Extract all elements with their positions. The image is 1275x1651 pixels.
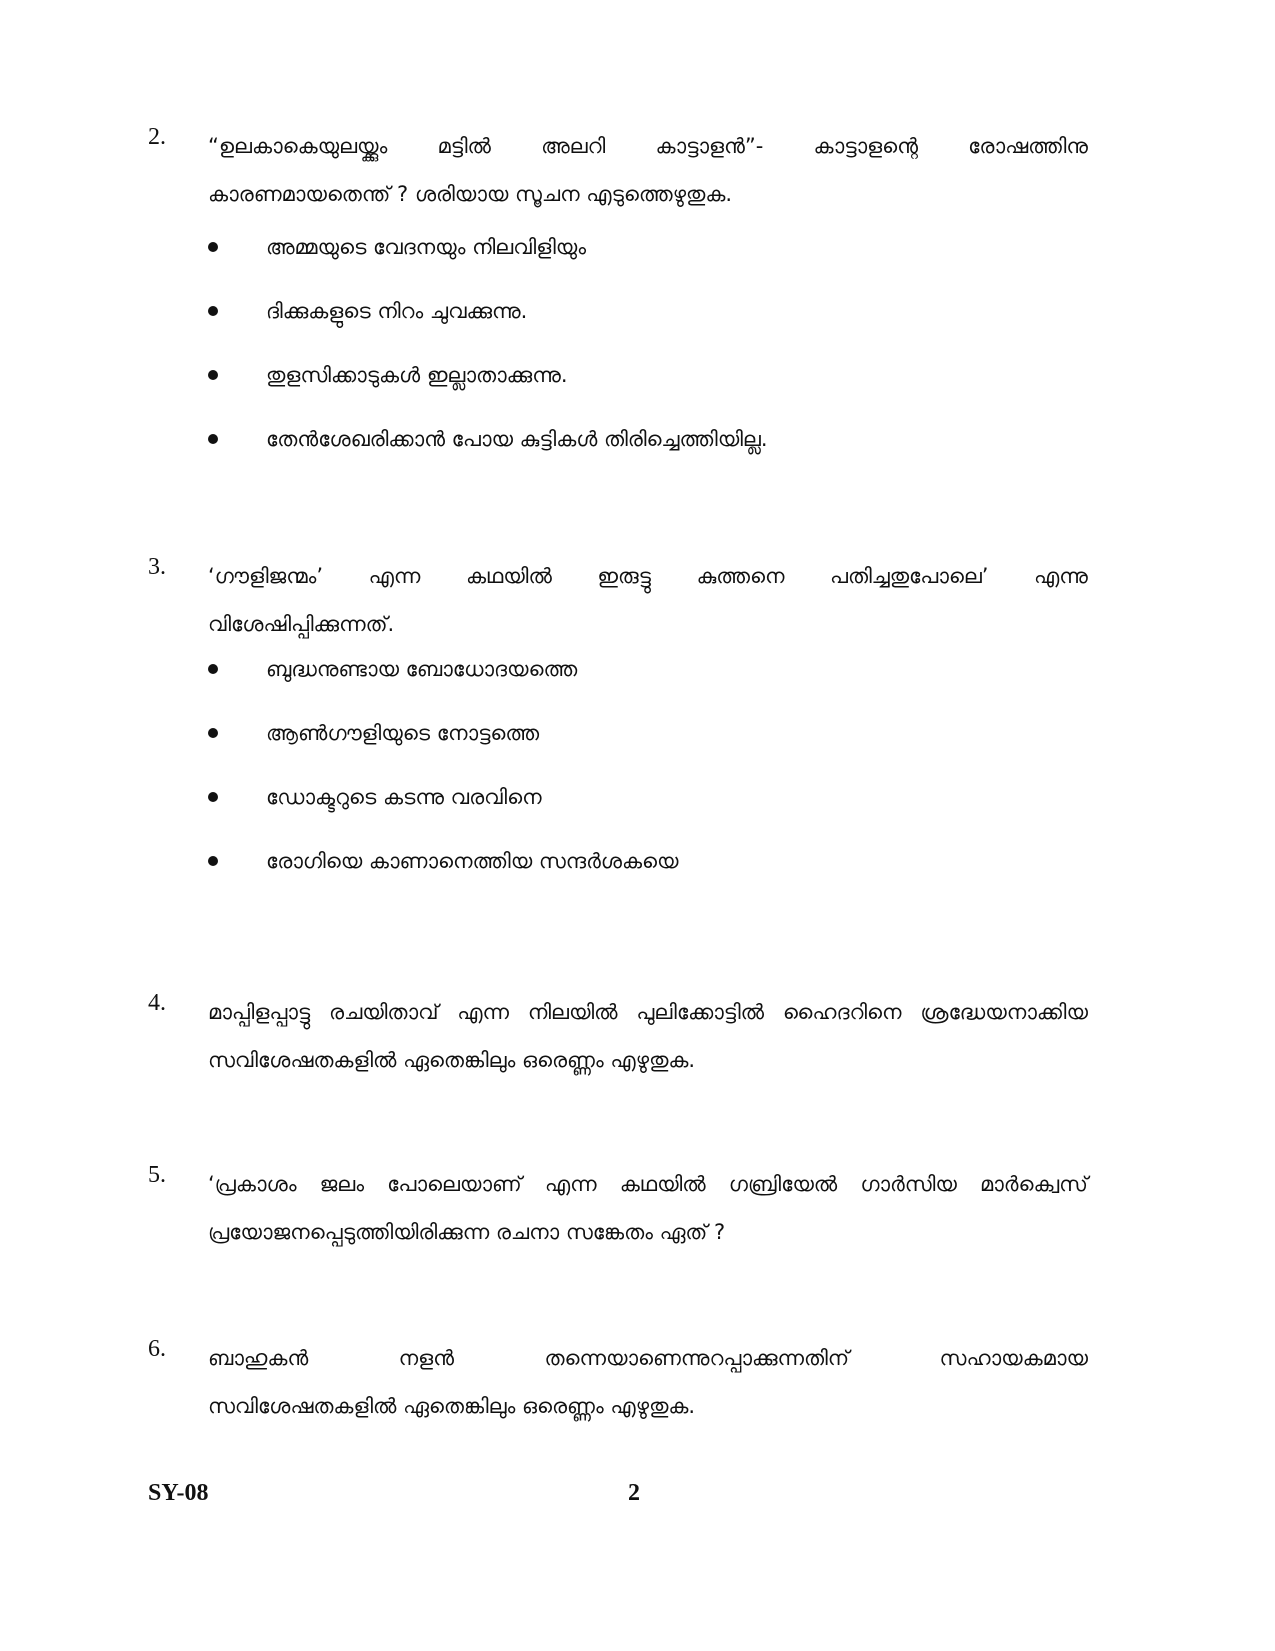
- word: ഹൈദറിനെ: [782, 1000, 902, 1024]
- question-line-1: [208, 1160, 1088, 1208]
- option-item: [208, 296, 1088, 360]
- option-item: [208, 782, 1088, 846]
- option-text: രോഗിയെ കാണാനെത്തിയ സന്ദർശകയെ: [266, 849, 679, 873]
- word: ജലം: [319, 1172, 365, 1196]
- question-text: [208, 988, 1088, 1084]
- word: പതിച്ചതുപോലെ’: [830, 564, 989, 588]
- question-text: [208, 1160, 1088, 1256]
- option-item: [208, 424, 1088, 488]
- word: നളൻ: [398, 1346, 455, 1370]
- bullet-icon: [208, 370, 218, 380]
- question-line-1: [208, 1334, 1088, 1382]
- word: എന്ന: [544, 1172, 597, 1196]
- word: പുലിക്കോട്ടിൽ: [636, 1000, 765, 1024]
- word: മാർക്വെസ്: [979, 1172, 1088, 1196]
- bullet-icon: [208, 434, 218, 444]
- word: കഥയിൽ: [619, 1172, 706, 1196]
- word: മാപ്പിളപ്പാട്ടു: [208, 1000, 311, 1024]
- option-text: ഡോക്ടറുടെ കടന്നു വരവിനെ: [266, 785, 542, 809]
- word: ഗബ്രിയേൽ: [728, 1172, 838, 1196]
- word: അലറി: [541, 134, 606, 158]
- bullet-icon: [208, 728, 218, 738]
- word: മട്ടിൽ: [437, 134, 491, 158]
- option-text: ദിക്കുകളുടെ നിറം ചുവക്കുന്നു.: [266, 299, 528, 323]
- word: ഗാർസിയ: [860, 1172, 957, 1196]
- word: ‘പ്രകാശം: [208, 1172, 297, 1196]
- question-line-2: സവിശേഷതകളിൽ ഏതെങ്കിലും ഒരെണ്ണം എഴുതുക.: [208, 1394, 696, 1418]
- question-number: 2.: [148, 124, 166, 150]
- word: നിലയിൽ: [527, 1000, 618, 1024]
- question-line-1: [208, 122, 1088, 170]
- word: കാട്ടാളന്റെ: [813, 134, 918, 158]
- word: സഹായകമായ: [939, 1346, 1088, 1370]
- question-text: [208, 1334, 1088, 1430]
- option-text: ആൺഗൗളിയുടെ നോട്ടത്തെ: [266, 721, 540, 745]
- word: ‘ഗൗളിജന്മം’: [208, 564, 324, 588]
- word: പോലെയാണ്: [387, 1172, 522, 1196]
- question-line-2: വിശേഷിപ്പിക്കുന്നത്.: [208, 612, 395, 636]
- word: കാട്ടാളൻ”-: [655, 134, 764, 158]
- word: എന്നു: [1034, 564, 1088, 588]
- word: ബാഹുകൻ: [208, 1346, 309, 1370]
- word: “ഉലകാകെയുലയ്ക്കും: [208, 134, 388, 158]
- word: ഇരുട്ടു: [597, 564, 651, 588]
- question-line-1: [208, 988, 1088, 1036]
- bullet-icon: [208, 792, 218, 802]
- bullet-icon: [208, 306, 218, 316]
- question-line-1: [208, 552, 1088, 600]
- option-text: അമ്മയുടെ വേദനയും നിലവിളിയും: [266, 235, 587, 259]
- option-text: തുളസിക്കാടുകൾ ഇല്ലാതാക്കുന്നു.: [266, 363, 568, 387]
- option-item: [208, 654, 1088, 718]
- question-text: [208, 122, 1088, 218]
- word: രോഷത്തിനു: [968, 134, 1088, 158]
- word: കുത്തനെ: [696, 564, 785, 588]
- question-text: [208, 552, 1088, 648]
- bullet-icon: [208, 242, 218, 252]
- option-item: [208, 718, 1088, 782]
- option-item: [208, 360, 1088, 424]
- bullet-icon: [208, 856, 218, 866]
- paper-code: SY-08: [148, 1480, 209, 1506]
- question-line-2: കാരണമായതെന്ത് ? ശരിയായ സൂചന എടുത്തെഴുതുക.: [208, 182, 733, 206]
- page-number: 2: [628, 1480, 640, 1506]
- word: എന്ന: [457, 1000, 509, 1024]
- option-item: [208, 846, 1088, 910]
- word: രചയിതാവ്: [329, 1000, 439, 1024]
- word: എന്ന: [368, 564, 421, 588]
- option-text: തേൻശേഖരിക്കാൻ പോയ കുട്ടികൾ തിരിച്ചെത്തിയില്ല.: [266, 427, 768, 451]
- option-list: [208, 232, 1088, 488]
- bullet-icon: [208, 664, 218, 674]
- option-list: [208, 654, 1088, 910]
- question-number: 6.: [148, 1336, 166, 1362]
- question-line-2: സവിശേഷതകളിൽ ഏതെങ്കിലും ഒരെണ്ണം എഴുതുക.: [208, 1048, 696, 1072]
- question-number: 5.: [148, 1162, 166, 1188]
- question-line-2: പ്രയോജനപ്പെടുത്തിയിരിക്കുന്ന രചനാ സങ്കേതം ഏത് ?: [208, 1220, 726, 1244]
- word: ശ്രദ്ധേയനാക്കിയ: [920, 1000, 1088, 1024]
- option-text: ബുദ്ധനുണ്ടായ ബോധോദയത്തെ: [266, 657, 578, 681]
- option-item: [208, 232, 1088, 296]
- question-number: 3.: [148, 554, 166, 580]
- word: കഥയിൽ: [465, 564, 552, 588]
- question-number: 4.: [148, 990, 166, 1016]
- word: തന്നെയാണെന്നുറപ്പാക്കുന്നതിന്: [544, 1346, 850, 1370]
